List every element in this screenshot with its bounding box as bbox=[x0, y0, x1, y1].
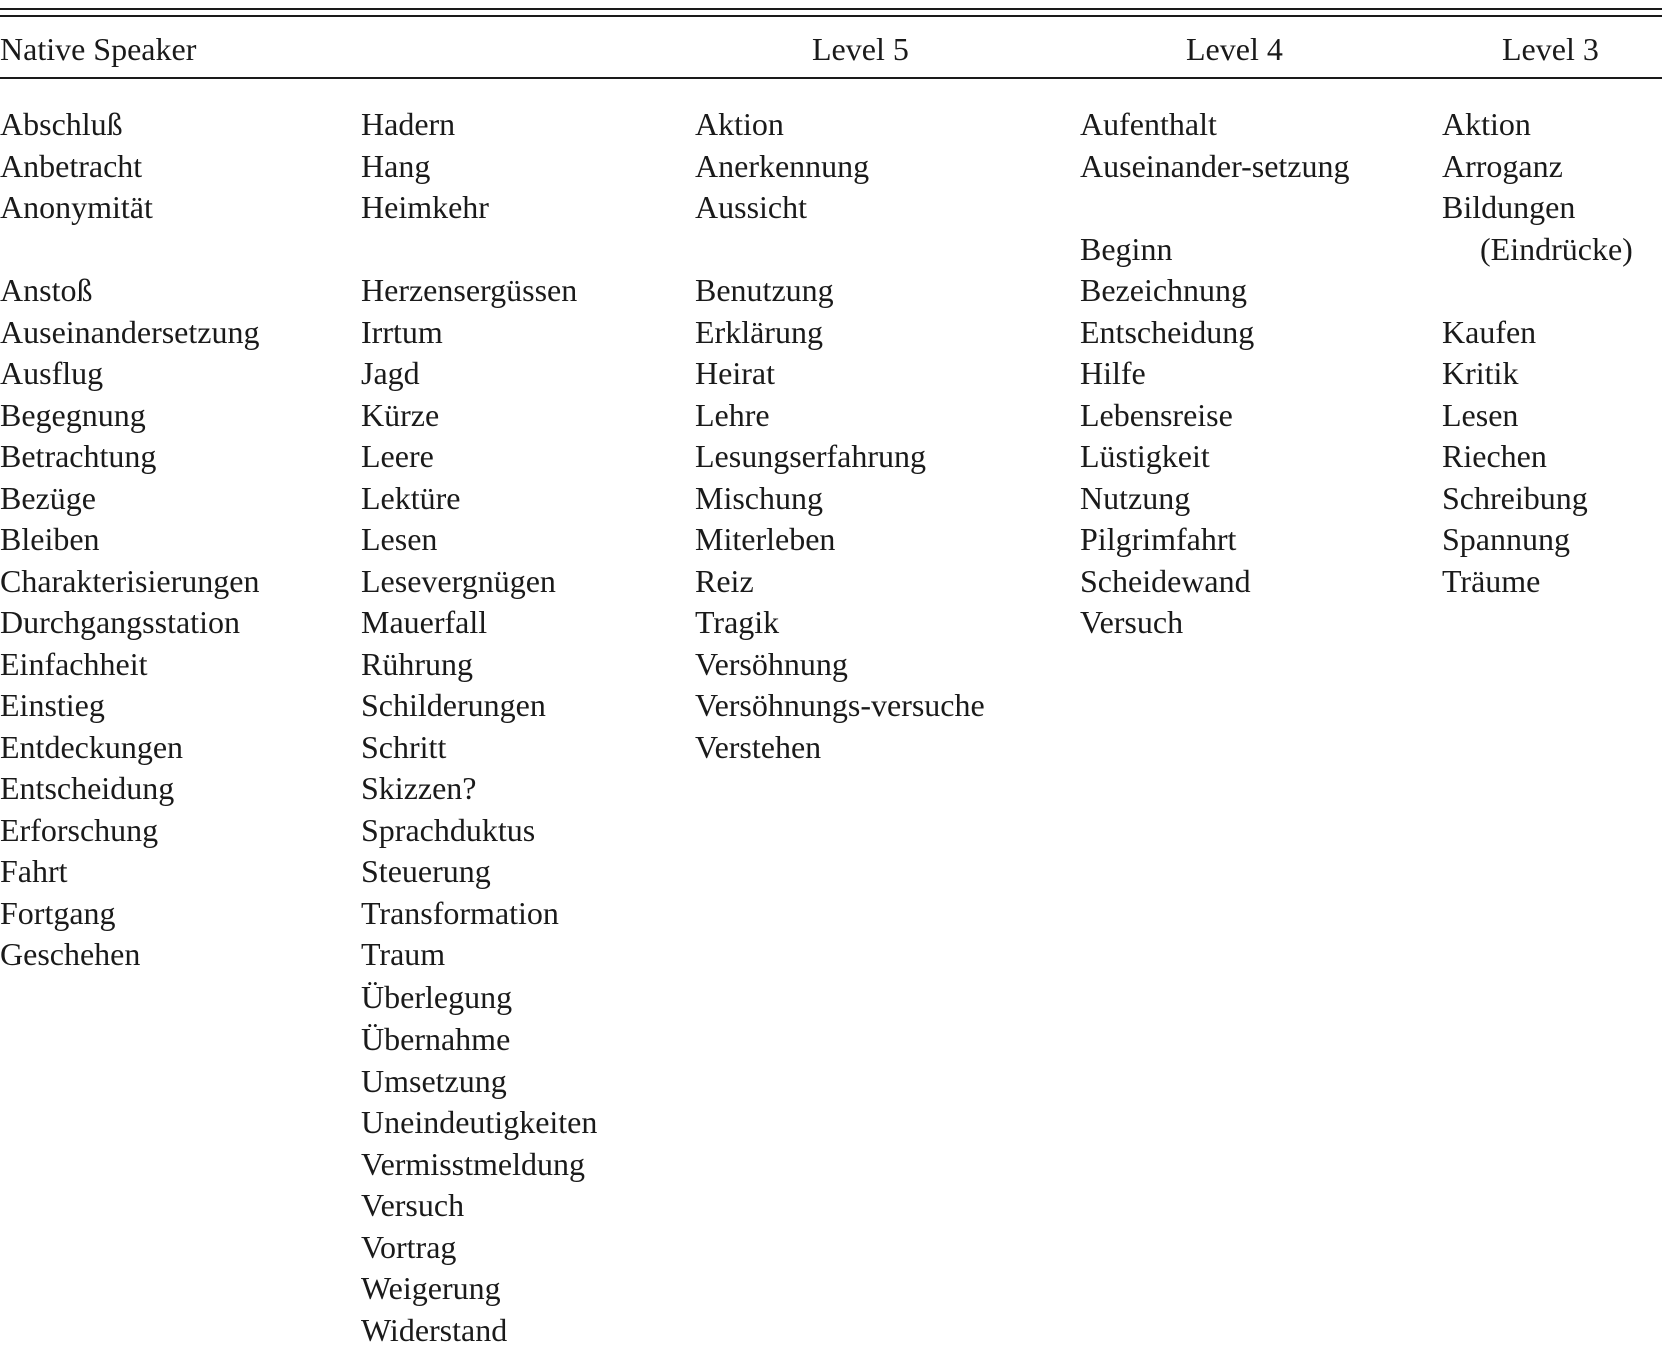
word-cell: Anstoß bbox=[0, 272, 93, 308]
word-cell: Träume bbox=[1442, 562, 1541, 599]
word-text: Bildungen bbox=[1442, 189, 1576, 225]
word-cell: Bleiben bbox=[0, 521, 100, 557]
native-speaker-column-1 bbox=[0, 104, 259, 976]
word-cell: Tragik bbox=[695, 604, 780, 640]
word-cell: Lesevergnügen bbox=[361, 562, 556, 599]
word-cell: Einstieg bbox=[0, 687, 105, 723]
word-cell: Herzensergüssen bbox=[361, 272, 578, 308]
word-cell: Anbetracht bbox=[0, 147, 143, 184]
word-cell: Skizzen? bbox=[361, 770, 477, 806]
word-cell: Lüstigkeit bbox=[1080, 438, 1210, 474]
word-cell: Aufenthalt bbox=[1080, 106, 1217, 142]
word-cell: Fortgang bbox=[0, 894, 116, 931]
word-cell: Lesen bbox=[1442, 396, 1519, 433]
word-cell: Mauerfall bbox=[361, 604, 488, 640]
word-cell-wrapped bbox=[1442, 187, 1633, 270]
word-cell: Versöhnung bbox=[695, 645, 848, 682]
native-speaker-column-2 bbox=[361, 104, 597, 1351]
word-cell: Lektüre bbox=[361, 479, 461, 516]
word-cell: Riechen bbox=[1442, 438, 1547, 474]
word-cell: Lebensreise bbox=[1080, 396, 1233, 433]
word-cell: Geschehen bbox=[0, 936, 141, 972]
word-cell: Transformation bbox=[361, 894, 559, 931]
word-cell: Pilgrimfahrt bbox=[1080, 521, 1237, 557]
word-cell: Einfachheit bbox=[0, 645, 148, 682]
word-cell: Leere bbox=[361, 438, 434, 474]
word-cell: Erklärung bbox=[695, 313, 823, 350]
word-cell: Umsetzung bbox=[361, 1062, 507, 1099]
word-cell: Schritt bbox=[361, 728, 447, 765]
word-cell: Abschluß bbox=[0, 106, 123, 142]
word-cell: Auseinandersetzung bbox=[0, 313, 260, 350]
level-5-column bbox=[695, 104, 985, 768]
word-cell: Lehre bbox=[695, 396, 770, 433]
header-level-3: Level 3 bbox=[1502, 31, 1599, 67]
blank-cell bbox=[1442, 270, 1633, 312]
word-cell: Aussicht bbox=[695, 189, 807, 225]
word-note: (Eindrücke) bbox=[1480, 230, 1633, 267]
word-cell: Betrachtung bbox=[0, 438, 157, 474]
word-cell: Heimkehr bbox=[361, 189, 489, 225]
word-cell: Steuerung bbox=[361, 853, 491, 889]
level-3-column bbox=[1442, 104, 1633, 602]
word-cell: Versuch bbox=[361, 1187, 465, 1223]
header-level-5: Level 5 bbox=[812, 31, 909, 67]
word-cell: Lesen bbox=[361, 521, 438, 557]
table-rule-header bbox=[0, 77, 1662, 79]
header-native-speaker: Native Speaker bbox=[0, 31, 197, 67]
word-cell: Miterleben bbox=[695, 521, 836, 557]
word-cell: Hilfe bbox=[1080, 355, 1146, 391]
word-cell: Ausflug bbox=[0, 355, 104, 391]
word-cell: Weigerung bbox=[361, 1270, 501, 1306]
header-level-4: Level 4 bbox=[1186, 31, 1283, 67]
word-cell: Begegnung bbox=[0, 396, 146, 433]
word-cell: Auseinander-setzung bbox=[1080, 147, 1350, 184]
word-cell: Widerstand bbox=[361, 1311, 508, 1348]
word-cell: Bezeichnung bbox=[1080, 272, 1248, 308]
word-cell: Kürze bbox=[361, 396, 440, 433]
word-cell: Aktion bbox=[1442, 106, 1531, 142]
word-cell: Durchgangsstation bbox=[0, 604, 240, 640]
table-rule-top-double bbox=[0, 15, 1662, 17]
word-cell: Benutzung bbox=[695, 272, 834, 308]
word-cell: Kritik bbox=[1442, 355, 1519, 391]
word-cell: Scheidewand bbox=[1080, 562, 1251, 599]
word-cell: Fahrt bbox=[0, 853, 68, 889]
word-cell: Lesungserfahrung bbox=[695, 438, 927, 474]
word-cell: Überlegung bbox=[361, 978, 513, 1015]
word-cell: Versöhnungs-versuche bbox=[695, 687, 985, 723]
word-cell: Beginn bbox=[1080, 230, 1173, 267]
word-cell: Bezüge bbox=[0, 479, 96, 516]
word-cell: Traum bbox=[361, 936, 446, 972]
word-cell: Hadern bbox=[361, 106, 456, 142]
word-cell: Reiz bbox=[695, 562, 754, 599]
word-cell: Spannung bbox=[1442, 521, 1570, 557]
word-cell: Schreibung bbox=[1442, 479, 1588, 516]
word-cell: Arroganz bbox=[1442, 147, 1563, 184]
word-cell: Sprachduktus bbox=[361, 811, 536, 848]
word-cell: Heirat bbox=[695, 355, 775, 391]
word-cell: Entscheidung bbox=[1080, 313, 1255, 350]
word-cell: Entdeckungen bbox=[0, 728, 184, 765]
word-cell: Uneindeutigkeiten bbox=[361, 1104, 598, 1140]
table-rule-top bbox=[0, 8, 1662, 10]
level-4-column bbox=[1080, 104, 1349, 644]
word-cell: Kaufen bbox=[1442, 313, 1537, 350]
word-cell: Hang bbox=[361, 147, 431, 184]
word-cell: Verstehen bbox=[695, 728, 822, 765]
word-cell: Erforschung bbox=[0, 811, 159, 848]
word-cell: Nutzung bbox=[1080, 479, 1191, 516]
word-cell: Anerkennung bbox=[695, 147, 870, 184]
word-cell: Jagd bbox=[361, 355, 420, 391]
word-cell: Rührung bbox=[361, 645, 473, 682]
word-cell: Entscheidung bbox=[0, 770, 175, 806]
word-cell: Anonymität bbox=[0, 189, 153, 225]
word-cell: Übernahme bbox=[361, 1021, 511, 1057]
word-cell: Charakterisierungen bbox=[0, 562, 260, 599]
word-cell: Versuch bbox=[1080, 604, 1184, 640]
word-cell: Schilderungen bbox=[361, 687, 546, 723]
word-cell: Vermisstmeldung bbox=[361, 1145, 585, 1182]
word-cell: Irrtum bbox=[361, 313, 443, 350]
word-cell: Mischung bbox=[695, 479, 823, 516]
word-cell: Vortrag bbox=[361, 1228, 457, 1265]
word-cell: Aktion bbox=[695, 106, 784, 142]
